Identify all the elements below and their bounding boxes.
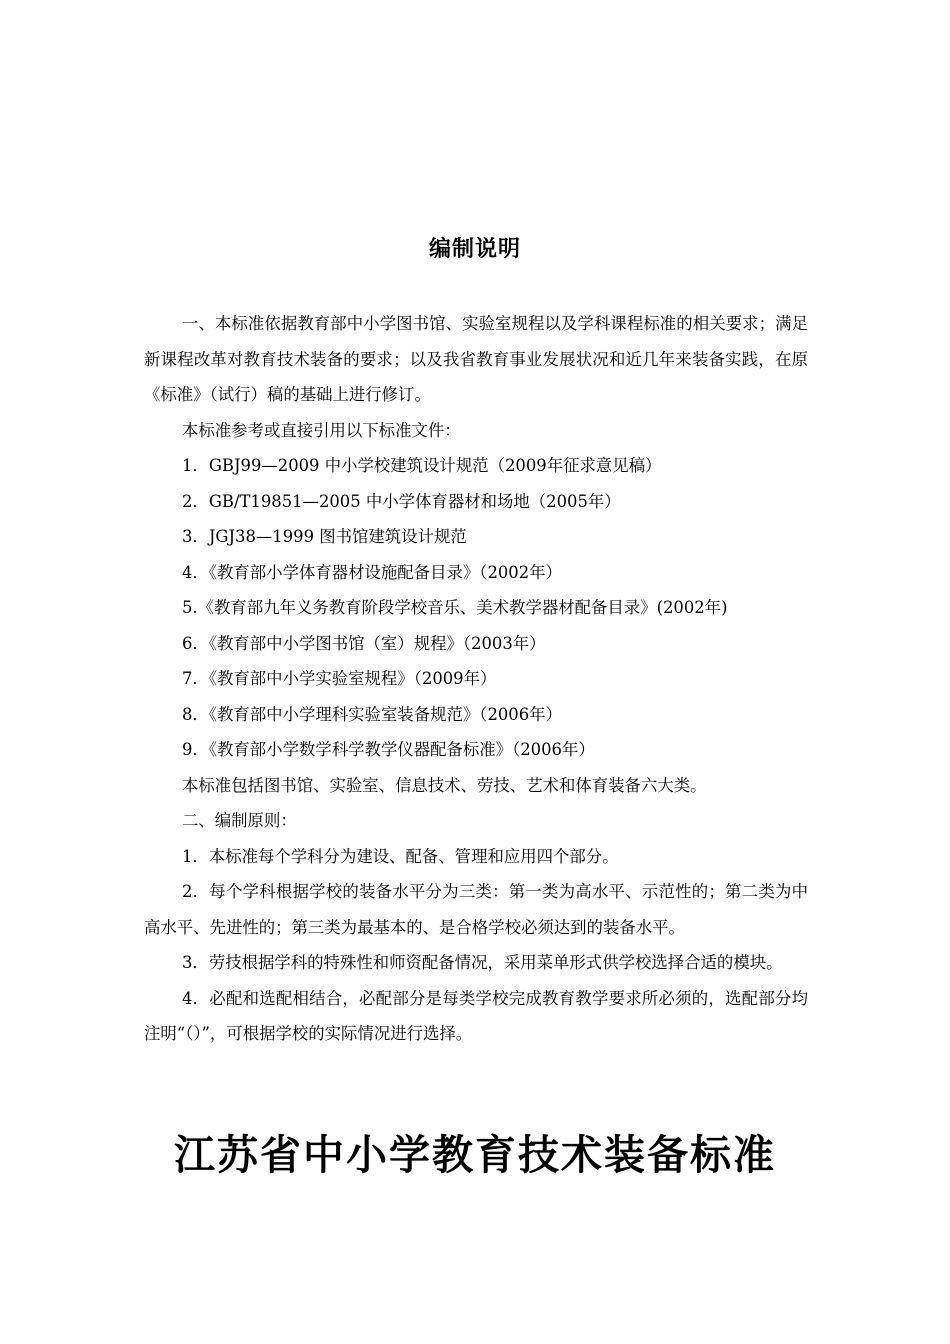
reference-item: 7．《教育部中小学实验室规程》（2009年） [182, 669, 497, 688]
reference-item: 8．《教育部中小学理科实验室装备规范》（2006年） [182, 704, 562, 724]
paragraph: 本标准包括图书馆、实验室、信息技术、劳技、艺术和体育装备六大类。 [182, 775, 707, 795]
reference-item: 2．GB/T19851—2005 中小学体育器材和场地（2005年） [182, 491, 621, 511]
body-text [144, 306, 808, 1052]
principle-item: 2．每个学科根据学校的装备水平分为三类：第一类为高水平、示范性的；第二类为中高水平、先进性的；第三类为最基本的、是合格学校必须达到的装备水平。 [144, 882, 808, 937]
principle-item: 4．必配和选配相结合，必配部分是每类学校完成教育教学要求所必须的，选配部分均注明“（）”，可根据学校的实际情况进行选择。 [144, 988, 808, 1043]
reference-item: 1．GBJ99—2009 中小学校建筑设计规范（2009年征求意见稿） [182, 456, 662, 475]
paragraph: 二、编制原则： [182, 811, 297, 830]
section-title: 编制说明 [428, 237, 521, 262]
principle-item: 3．劳技根据学科的特殊性和师资配备情况，采用菜单形式供学校选择合适的模块。 [182, 953, 783, 972]
reference-item: 5.《教育部九年义务教育阶段学校音乐、美术教学器材配备目录》(2002年) [182, 598, 728, 617]
paragraph: 本标准参考或直接引用以下标准文件： [182, 420, 461, 440]
paragraph: 一、本标准依据教育部中小学图书馆、实验室规程以及学科课程标准的相关要求；满足新课程改革对教育技术装备的要求；以及我省教育事业发展状况和近几年来装备实践，在原《标准》（试行）稿的基础上进行修订。 [144, 314, 808, 404]
principle-item: 1．本标准每个学科分为建设、配备、管理和应用四个部分。 [182, 846, 619, 866]
reference-item: 4．《教育部小学体育器材设施配备目录》（2002年） [182, 562, 562, 582]
main-title: 江苏省中小学教育技术装备标准 [174, 1131, 776, 1179]
reference-item: 9．《教育部小学数学科学教学仪器配备标准》（2006年） [182, 740, 595, 759]
reference-item: 6．《教育部中小学图书馆（室）规程》（2003年） [182, 633, 546, 653]
reference-item: 3．JGJ38—1999 图书馆建筑设计规范 [182, 527, 467, 546]
